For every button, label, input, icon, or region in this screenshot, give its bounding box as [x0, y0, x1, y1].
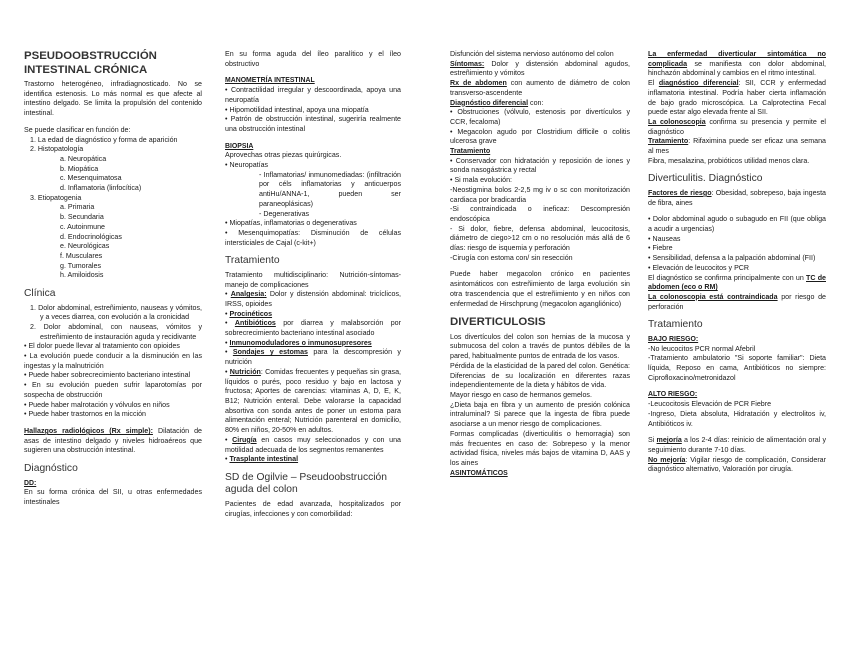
list-item: h. Amiloidosis: [60, 271, 104, 280]
list-item: b. Miopática: [60, 164, 99, 173]
bullet: • Cirugía en casos muy seleccionados y con una motilidad adecuada de los segmentos remanentes: [225, 435, 401, 454]
paragraph: ¿Dieta baja en fibra y un aumento de presión colónica intraluminal? Si parece que la ingesta de fibra puede asociarse a un menor riesgo de complicaciones.: [450, 400, 630, 429]
bullet: • En su evolución pueden sufrir laparotomías por sospecha de obstrucción: [24, 381, 202, 399]
column-3: [450, 50, 630, 478]
list-item: b. Secundaria: [60, 213, 104, 222]
paragraph: La colonoscopia confirma su presencia y permite el diagnóstico: [648, 117, 826, 136]
bullet: • Fiebre: [648, 244, 673, 253]
bullet: • Miopatías, inflamatorias o degenerativas: [225, 219, 357, 228]
bullet: • Procinéticos: [225, 309, 273, 318]
paragraph: El diagnóstico se confirma principalmente con un TC de abdomen (eco o RM): [648, 273, 826, 292]
bullet: • Megacolon agudo por Clostridium difficile o colitis ulcerosa grave: [450, 127, 630, 146]
tratamiento-intro: Tratamiento multidisciplinario: Nutrición-síntomas-manejo de complicaciones: [225, 270, 401, 289]
bullet: • Puede haber sobrecrecimiento bacteriano intestinal: [24, 371, 191, 380]
list-item: 2. Dolor abdominal, con nauseas, vómitos y estreñimiento de instauración aguda y recidivante: [30, 322, 202, 341]
bullet: • Sondajes y estomas para la descompresión y nutrición: [225, 348, 401, 367]
hallazgos-label: Hallazgos radiológicos (Rx simple):: [24, 427, 153, 435]
dd-paragraph: Diagnóstico diferencial con:: [450, 98, 544, 107]
bullet: • Puede haber malrotación y vólvulos en niños: [24, 400, 170, 409]
section-heading-ogilvie: SD de Ogilvie – Pseudoobstrucción aguda del colon: [225, 471, 387, 496]
bullet: • Dolor abdominal agudo o subagudo en FII (que obliga a acudir a urgencias): [648, 215, 826, 234]
paragraph: Mayor riesgo en caso de hermanos gemelos.: [450, 391, 592, 399]
list-item: a. Neuropática: [60, 154, 107, 163]
bullet: • Inmunomoduladores o inmunosupresores: [225, 338, 372, 347]
bullet: • Hipomotilidad intestinal, apoya una miopatía: [225, 105, 369, 114]
list-item: a. Primaria: [60, 203, 95, 212]
bullet: • Mesenquimopatías: Disminución de células intersticiales de Cajal (c-kit+): [225, 228, 401, 247]
list-item: d. Endocrinológicas: [60, 232, 122, 241]
megacolon-text: Puede haber megacolon crónico en pacientes asintomáticos con estreñimiento de larga evolución sin otra trascendencia que el estreñimiento y en niños con enfermedad de Hirschprung (megacolon agangliónico): [450, 270, 630, 308]
section-heading-clinica: Clínica: [24, 288, 56, 300]
section-heading-diagnostico: Diagnóstico: [24, 463, 78, 475]
section-heading-diverticulosis: DIVERTICULOSIS: [450, 316, 546, 329]
intro-text: Trastorno heterogéneo, infradiagnosticado. No se identifica estenosis. Lo más normal es que afecte al intestino delgado. Se limita la propulsión del contenido intestinal.: [24, 80, 202, 118]
rx-paragraph: Rx de abdomen con aumento de diámetro de colon transverso-ascendente: [450, 79, 630, 97]
bullet: • Nauseas: [648, 234, 681, 243]
paragraph: -No leucocitos PCR normal Afebril: [648, 344, 756, 353]
list-item: 1. La edad de diagnóstico y forma de aparición: [30, 135, 178, 144]
sintomas-paragraph: Síntomas: Dolor y distensión abdominal agudos, estreñimiento y vómitos: [450, 59, 630, 78]
paragraph: Formas complicadas (diverticulitis o hemorragia) son más frecuentes en caso de: Sobrepeso y la menor actividad física, niveles más bajos de vitamina D, AAS y los aines: [450, 429, 630, 467]
list-item: c. Mesenquimatosa: [60, 174, 122, 183]
paragraph: Tratamiento: Rifaximina puede ser eficaz una semana al mes: [648, 137, 826, 156]
bullet: • Nutrición: Comidas frecuentes y pequeñas sin grasa, líquidos o purés, poco residuo y bajo en lactosa y fructosa; Aportes de carencias: vitaminas A, D, E, K, B12; Nutrición enteral. Debe valorarse la capacidad absortiva con sonda antes de poner un estoma para alimentación enteral; Nutrición parenteral en domicilio, 80% en niños, 20-50% en adultos.: [225, 367, 401, 435]
section-heading-tratamiento: Tratamiento: [225, 255, 280, 267]
bullet: • Puede haber trastornos en la micción: [24, 410, 146, 419]
dd-label: DD:: [24, 479, 37, 487]
list-item: c. Autoinmune: [60, 222, 105, 231]
dd-text: En su forma crónica del SII, u otras enfermedades intestinales: [24, 488, 202, 507]
ogilvie-text: Pacientes de edad avanzada, hospitalizados por cirugías, infecciones y con comorbilidad:: [225, 499, 401, 518]
bullet: • La evolución puede conducir a la disminución en las ingestas y la malnutrición: [24, 352, 202, 370]
column-2: [225, 50, 401, 519]
manometria-heading: MANOMETRÍA INTESTINAL: [225, 77, 315, 85]
bullet: - Si dolor, fiebre, defensa abdominal, leucocitosis, diámetro de ciego>12 cm o no resolución más allá de 6 días: riesgo de isquemia y perforación: [450, 224, 630, 253]
bullet: • Trasplante intestinal: [225, 455, 299, 464]
paragraph: -Tratamiento ambulatorio "Si soporte familiar": Dieta líquida, Reposo en cama, Antibióticos no siempre: Ciprofloxacino/metronidazol: [648, 354, 826, 382]
sub-bullet: - Degenerativas: [259, 209, 310, 218]
bullet: • Si mala evolución:: [450, 176, 513, 185]
asintomaticos-label: ASINTOMÁTICOS: [450, 469, 508, 477]
list-item: 1. Dolor abdominal, estreñimiento, nauseas y vómitos, y a veces diarrea, con evolución a la cronicidad: [30, 303, 202, 322]
bullet: • El dolor puede llevar al tratamiento con opioides: [24, 342, 180, 351]
paragraph: Si mejoría a los 2-4 días: reinicio de alimentación oral y seguimiento durante 7-10 días.: [648, 436, 827, 454]
bullet: • Elevación de leucocitos y PCR: [648, 263, 750, 272]
paragraph: No mejoría: Vigilar riesgo de complicación, Considerar diagnóstico alternativo, Valoración por cirugía.: [648, 455, 826, 474]
bullet: • Patrón de obstrucción intestinal, sugeriría realmente una obstrucción intestinal: [225, 115, 401, 133]
alto-riesgo-label: ALTO RIESGO:: [648, 391, 698, 399]
paragraph: Pérdida de la elasticidad de la pared del colon. Genética: Diferencias de su localización en diferentes razas independientemente de la dieta y hábitos de vida.: [450, 361, 630, 390]
paragraph: El diagnóstico diferencial: SII, CCR y enfermedad inflamatoria intestinal. Podría haber cierta inflamación de bajo grado microscópica. La Calprotectina Fecal puede estar algo elevada frente al SII.: [648, 79, 826, 117]
section-heading-tratamiento: Tratamiento: [648, 319, 703, 331]
bullet: • Obstruciones (vólvulo, estenosis por divertículos y CCR, fecaloma): [450, 108, 630, 126]
classify-text: Se puede clasificar en función de:: [24, 125, 131, 134]
bullet: • Conservador con hidratación y reposición de iones y sonda nasogástrica y rectal: [450, 156, 630, 175]
paragraph: -Leucocitosis Elevación de PCR Fiebre: [648, 400, 772, 409]
bajo-riesgo-label: BAJO RIESGO:: [648, 335, 699, 343]
list-item: 3. Etiopatogenia: [30, 193, 82, 202]
bullet: • Sensibilidad, defensa a la palpación abdominal (FII): [648, 254, 816, 263]
paragraph: Fibra, mesalazina, probióticos utilidad menos clara.: [648, 156, 810, 165]
hallazgos-paragraph: Hallazgos radiológicos (Rx simple): Dilatación de asas de intestino delgado y niveles hidroaéreos que sugieren una obstrucción intestinal.: [24, 427, 202, 455]
bullet: • Neuropatías: [225, 161, 269, 170]
paragraph: La enfermedad diverticular sintomática no complicada se manifiesta con dolor abdominal, hinchazón abdominal y cambios en el ritmo intestinal.: [648, 50, 826, 78]
paragraph: La colonoscopia está contraindicada por riesgo de perforación: [648, 292, 826, 311]
column-1: [24, 50, 202, 508]
bullet: -Si contraindicada o ineficaz: Descompresión endoscópica: [450, 205, 630, 223]
list-item: f. Musculares: [60, 251, 103, 260]
tratamiento-label: Tratamiento: [450, 147, 491, 156]
list-item: g. Tumorales: [60, 261, 102, 270]
bullet: • Contractilidad irregular y descoordinada, apoya una neuropatía: [225, 86, 401, 104]
list-item: d. Inflamatoria (linfocítica): [60, 184, 142, 193]
intro-text: Disfunción del sistema nervioso autónomo del colon: [450, 50, 614, 58]
list-item: 2. Histopatología: [30, 145, 84, 154]
section-heading-diverticulitis: Diverticulitis. Diagnóstico: [648, 173, 763, 185]
paragraph: Factores de riesgo: Obesidad, sobrepeso, baja ingesta de fibra, aines: [648, 188, 826, 207]
paragraph: Los divertículos del colon son hernias de la mucosa y submucosa del colon a través de puntos débiles de la pared, habitualmente puntos de entrada de los vasos.: [450, 332, 630, 361]
list-item: e. Neurológicas: [60, 242, 110, 251]
doc-title: PSEUDOOBSTRUCCIÓN INTESTINAL CRÓNICA: [24, 50, 157, 76]
bullet: • Analgesia: Dolor y distensión abdominal: tricíclicos, IRSS, opioides: [225, 290, 401, 308]
biopsia-heading: BIOPSIA: [225, 142, 254, 150]
biopsia-intro: Aprovechas otras piezas quirúrgicas.: [225, 151, 342, 160]
column-4: [648, 50, 826, 475]
intro-text: En su forma aguda del íleo paralítico y el íleo obstructivo: [225, 50, 401, 68]
bullet: • Antibióticos por diarrea y malabsorción por sobrecrecimiento bacteriano intestinal asociado: [225, 319, 401, 338]
sub-bullet: - Inflamatorias/ inmunomediadas: (infiltración por céls inflamatorias y anticuerpos antiHu/ANNA-1, pueden ser paraneoplásicas): [259, 170, 401, 208]
bullet: -Cirugía con estoma con/ sin resección: [450, 253, 573, 262]
paragraph: -Ingreso, Dieta absoluta, Hidratación y electrolitos iv, Antibióticos iv.: [648, 409, 826, 428]
bullet: -Neostigmina bolos 2-2,5 mg iv o sc con monitorización cardiaca por bradicardia: [450, 185, 630, 204]
